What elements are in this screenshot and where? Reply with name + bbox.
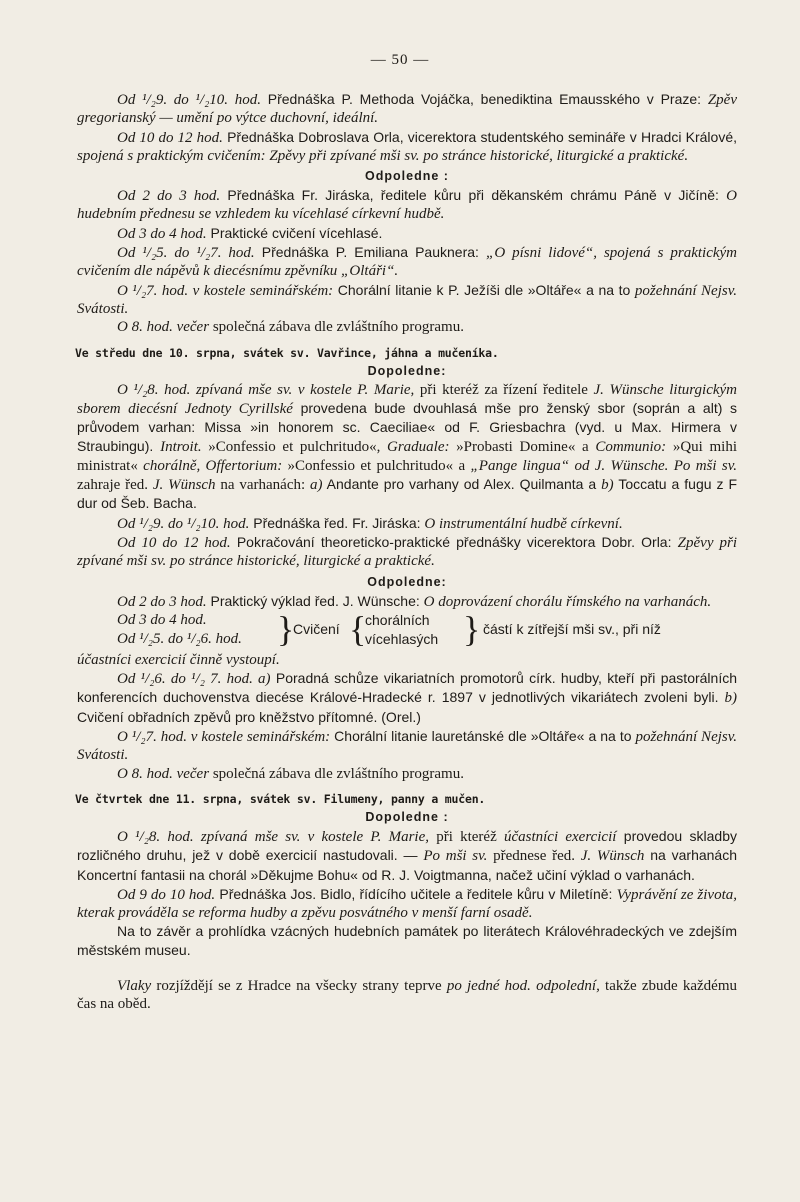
bracket-choral: chorálních: [365, 611, 430, 628]
brace-right-2: }: [463, 608, 481, 649]
paragraph-continuation: Od 10 do 12 hod. Pokračování theoreticko-praktické přednášky vicerektora Dobr. Orla: Zpěvy při zpívané mši sv. po stránce historické, liturgické a praktické.: [77, 533, 737, 570]
subheading-odpoledne: Odpoledne :: [365, 169, 449, 184]
paragraph-museum: Na to závěr a prohlídka vzácných hudebních památek po literátech Královéhradeckých ve zdejším městském museu.: [77, 923, 737, 958]
paragraph-trains: Vlaky rozjíždějí se z Hradce na všecky strany teprve po jedné hod. odpolední, takže zbude každému čas na oběd.: [77, 977, 737, 1013]
bracket-rest: částí k zítřejší mši sv., při níž: [483, 620, 661, 637]
paragraph-paukner: Od ¹/₂5. do ¹/₂7. hod. Přednáška P. Emiliana Pauknera: „O písni lidové“, spojená s praktickým cvičením dle nápěvů k diecésnímu zpěvníku „Oltáři“.: [77, 244, 738, 280]
paragraph-jirasek: Od 2 do 3 hod. Přednáška Fr. Jiráska, ředitele kůru při děkanském chrámu Páně v Jičíně: O hudebním přednesu se vzhledem ku vícehlasé církevní hudbě.: [77, 187, 737, 223]
bracket-time-1: Od 3 do 4 hod.: [117, 611, 207, 628]
paragraph-evening-2: O 8. hod. večer společná zábava dle zvláštního programu.: [117, 765, 464, 782]
paragraph-participants: účastníci exercicií činně vystoupí.: [77, 651, 280, 668]
paragraph-wunsche-choral: Od 2 do 3 hod. Praktický výklad řed. J. Wünsche: O doprovázení chorálu římského na varhanách.: [117, 592, 712, 610]
bracket-time-2: Od ¹/₂5. do ¹/₂6. hod.: [117, 630, 242, 647]
paragraph-mass-wednesday: O ¹/₂8. hod. zpívaná mše sv. v kostele P. Marie, při kteréž za řízení ředitele J. Wünsche liturgickým sborem diecésní Jednoty Cyrillské provedena bude dvouhlasá mše pro ženský sbor (soprán a alt) s průvodem varhan: Missa »in honorem sc. Caeciliae« od F. Griesbachra (vyd. u Max. Hirmera v Straubingu). Introit. »Confessio et pulchritudo«, Graduale: »Probasti Domine« a Communio: »Qui mihi ministrat« chorálně, Offertorium: »Confessio et pulchritudo« a „Pange lingua“ od J. Wünsche. Po mši sv. zahraje řed. J. Wünsch na varhanách: a) Andante pro varhany od Alex. Quilmanta a b) Toccatu a fugu z F dur od Šeb. Bacha.: [77, 381, 738, 512]
subheading-dopoledne: Dopoledne:: [367, 363, 447, 378]
bracket-vicehlas: vícehlasých: [365, 630, 439, 647]
paragraph-instrumental: Od ¹/₂9. do ¹/₂10. hod. Přednáška řed. Fr. Jiráska: O instrumentální hudbě církevní.: [117, 514, 623, 532]
page-number: — 50 —: [370, 52, 430, 68]
section-heading-wednesday: Ve středu dne 10. srpna, svátek sv. Vavřince, jáhna a mučeníka.: [75, 345, 499, 360]
section-heading-thursday: Ve čtvrtek dne 11. srpna, svátek sv. Filumeny, panny a mučen.: [75, 791, 486, 806]
paragraph-mass-thursday: O ¹/₂8. hod. zpívaná mše sv. v kostele P. Marie, při kteréž účastníci exercicií provedou skladby rozličného druhu, jež v době exercicií nastudovali. — Po mši sv. přednese řed. J. Wünsch na varhanách Koncertní fantasii na chorál »Děkujme Bohu« od R. J. Voigtmanna, načež učiní výklad o varhanách.: [77, 827, 737, 883]
paragraph-bidlo: Od 9 do 10 hod. Přednáška Jos. Bidlo, řídícího učitele a ředitele kůru v Miletíně: Vyprávění ze života, kterak prováděla se reforma hudby a zpěvu posvátného v menší farní osadě.: [77, 885, 737, 922]
bracket-schedule: [77, 608, 737, 651]
paragraph-dobroslav-orel: Od 10 do 12 hod. Přednáška Dobroslava Orla, vicerektora studentského semináře v Hradci Králové, spojená s praktickým cvičením: Zpěvy při zpívané mši sv. po stránce historické, liturgické a praktické.: [77, 128, 737, 164]
paragraph-methoda-vojacek: Od ¹/₂9. do ¹/₂10. hod. Přednáška P. Methoda Vojáčka, benediktina Emausského v Praze: Zpěv gregorianský — umění po výtce duchovní, ideální.: [77, 91, 737, 127]
bracket-cviceni: Cvičení: [293, 620, 340, 637]
brace-left: {: [349, 608, 367, 649]
brace-right: }: [277, 608, 295, 649]
paragraph-lauretan: O ¹/₂7. hod. v kostele seminářském: Chorální litanie lauretánské dle »Oltáře« a na to požehnání Nejsv. Svátosti.: [77, 728, 738, 764]
paragraph-litany: O ¹/₂7. hod. v kostele seminářském: Chorální litanie k P. Ježíši dle »Oltáře« a na to požehnání Nejsv. Svátosti.: [77, 281, 738, 317]
subheading-odpoledne-2: Odpoledne:: [367, 574, 447, 589]
paragraph-practice: Od 3 do 4 hod. Praktické cvičení vícehlasé.: [117, 224, 383, 242]
paragraph-evening: O 8. hod. večer společná zábava dle zvláštního programu.: [117, 319, 464, 336]
page-content: [77, 90, 737, 1014]
subheading-dopoledne-2: Dopoledne :: [365, 809, 449, 824]
paragraph-promoters: Od ¹/₂6. do ¹/₂ 7. hod. a) Poradná schůze vikariatních promotorů círk. hudby, kteří při pastorálních konferencích duchovenstva diecése Králové-Hradecké r. 1897 v jednotlivých vikariátech zvoleni byli. b) Cvičení obřadních zpěvů pro kněžstvo přítomné. (Orel.): [77, 670, 737, 725]
